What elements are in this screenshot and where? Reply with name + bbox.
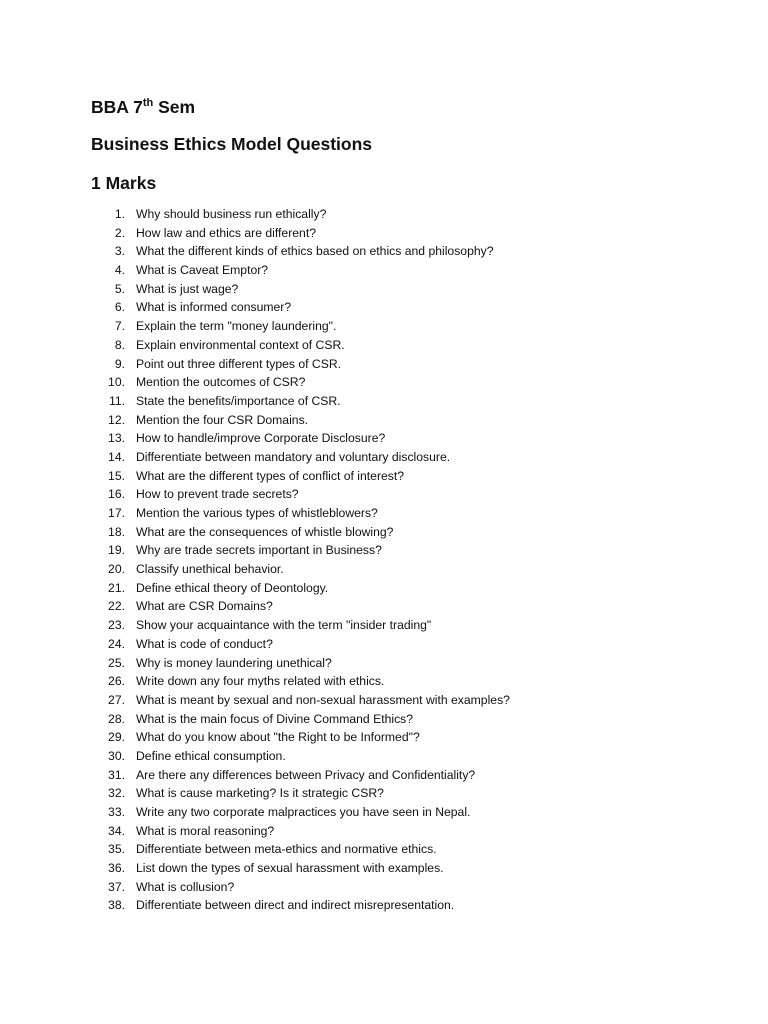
question-text: What is collusion? <box>136 879 235 894</box>
question-item <box>0 317 768 336</box>
question-item <box>0 504 768 523</box>
question-text: Mention the various types of whistleblowers? <box>136 506 378 520</box>
question-list <box>0 205 768 915</box>
question-text: State the benefits/importance of CSR. <box>136 393 341 408</box>
question-item <box>0 728 768 747</box>
question-number: 1. <box>114 207 125 221</box>
question-number: 34. <box>108 823 125 838</box>
question-text: What is cause marketing? Is it strategic CSR? <box>136 786 384 801</box>
question-item <box>0 411 768 430</box>
question-number: 38. <box>108 898 125 913</box>
question-number: 18. <box>108 524 125 539</box>
question-item <box>0 560 768 579</box>
question-text: What is the main focus of Divine Command Ethics? <box>136 711 414 726</box>
question-item <box>0 429 768 448</box>
question-item <box>0 336 768 355</box>
class-prefix: BBA 7 <box>91 97 143 117</box>
question-item <box>0 672 768 691</box>
class-suffix: Sem <box>153 97 196 117</box>
question-number: 27. <box>108 692 125 707</box>
question-text: Mention the outcomes of CSR? <box>136 375 306 390</box>
question-item <box>0 261 768 280</box>
question-number: 15. <box>108 468 125 483</box>
section-title: 1 Marks <box>91 173 157 193</box>
question-item <box>0 822 768 841</box>
question-number: 7. <box>114 319 125 334</box>
question-item <box>0 654 768 673</box>
question-item <box>0 242 768 261</box>
question-number: 32. <box>108 786 125 801</box>
question-item <box>0 205 768 224</box>
question-text: Write down any four myths related with ethics. <box>136 674 385 689</box>
question-text: Classify unethical behavior. <box>136 562 284 577</box>
question-text: What are the different types of conflict of interest? <box>136 468 405 483</box>
question-item <box>0 373 768 392</box>
question-text: What do you know about "the Right to be Informed"? <box>136 730 420 745</box>
question-item <box>0 635 768 654</box>
question-number: 24. <box>108 636 125 651</box>
question-text: What is Caveat Emptor? <box>136 263 269 278</box>
question-item <box>0 392 768 411</box>
question-text: List down the types of sexual harassment with examples. <box>136 861 444 876</box>
question-text: What is informed consumer? <box>136 300 292 315</box>
question-text: Explain the term "money laundering". <box>136 319 337 334</box>
question-number: 36. <box>108 861 125 876</box>
question-text: How to prevent trade secrets? <box>136 487 299 502</box>
question-text: What are CSR Domains? <box>136 599 273 614</box>
question-item <box>0 224 768 243</box>
question-text: Explain environmental context of CSR. <box>136 337 345 352</box>
question-text: Point out three different types of CSR. <box>136 356 342 371</box>
question-item <box>0 784 768 803</box>
question-number: 29. <box>108 730 125 745</box>
question-text: Why is money laundering unethical? <box>136 655 332 670</box>
question-number: 4. <box>114 263 125 278</box>
class-heading <box>91 96 195 118</box>
question-number: 23. <box>108 618 125 633</box>
question-number: 10. <box>108 375 125 390</box>
question-text: Are there any differences between Privacy and Confidentiality? <box>136 767 476 782</box>
question-text: What is just wage? <box>136 281 239 296</box>
question-number: 19. <box>108 543 125 558</box>
question-item <box>0 467 768 486</box>
question-number: 20. <box>108 562 125 577</box>
question-number: 30. <box>108 748 125 763</box>
question-item <box>0 747 768 766</box>
question-number: 14. <box>108 449 125 464</box>
question-item <box>0 541 768 560</box>
question-item <box>0 485 768 504</box>
question-text: What is moral reasoning? <box>136 823 275 838</box>
question-number: 26. <box>108 674 125 689</box>
question-text: Differentiate between direct and indirect misrepresentation. <box>136 898 455 913</box>
question-item <box>0 859 768 878</box>
question-item <box>0 896 768 915</box>
question-text: Why should business run ethically? <box>136 207 327 221</box>
question-text: What the different kinds of ethics based on ethics and philosophy? <box>136 244 494 259</box>
question-text: Differentiate between mandatory and voluntary disclosure. <box>136 449 451 464</box>
question-number: 3. <box>114 244 125 259</box>
question-item <box>0 597 768 616</box>
question-item <box>0 803 768 822</box>
question-text: How law and ethics are different? <box>136 225 316 240</box>
question-item <box>0 840 768 859</box>
question-number: 21. <box>108 580 125 595</box>
subject-title: Business Ethics Model Questions <box>91 134 373 154</box>
question-number: 6. <box>114 300 125 315</box>
question-number: 33. <box>108 805 125 819</box>
question-number: 2. <box>114 225 125 240</box>
question-text: Define ethical theory of Deontology. <box>136 580 329 595</box>
question-number: 22. <box>108 599 125 614</box>
question-number: 25. <box>108 655 125 670</box>
question-number: 12. <box>108 412 125 427</box>
question-number: 11. <box>108 393 125 408</box>
question-text: What is meant by sexual and non-sexual harassment with examples? <box>136 692 510 707</box>
question-number: 9. <box>114 356 125 371</box>
question-item <box>0 710 768 729</box>
question-text: What is code of conduct? <box>136 636 273 651</box>
question-item <box>0 448 768 467</box>
question-item <box>0 523 768 542</box>
question-text: How to handle/improve Corporate Disclosure? <box>136 431 386 446</box>
question-item <box>0 280 768 299</box>
question-text: Mention the four CSR Domains. <box>136 412 309 427</box>
question-text: Why are trade secrets important in Business? <box>136 543 382 558</box>
question-item <box>0 691 768 710</box>
question-number: 35. <box>108 842 125 857</box>
question-text: Differentiate between meta-ethics and normative ethics. <box>136 842 437 857</box>
question-number: 31. <box>108 767 125 782</box>
class-superscript: th <box>142 97 154 110</box>
question-number: 13. <box>108 431 125 446</box>
question-item <box>0 579 768 598</box>
question-number: 8. <box>114 337 125 352</box>
question-item <box>0 616 768 635</box>
question-text: Show your acquaintance with the term "insider trading" <box>136 618 432 633</box>
question-number: 16. <box>108 487 125 502</box>
question-number: 5. <box>114 281 125 296</box>
question-item <box>0 766 768 785</box>
question-text: Define ethical consumption. <box>136 748 286 763</box>
question-text: What are the consequences of whistle blowing? <box>136 524 394 539</box>
question-number: 17. <box>108 506 125 520</box>
question-item <box>0 878 768 897</box>
question-item <box>0 355 768 374</box>
question-text: Write any two corporate malpractices you have seen in Nepal. <box>136 805 471 819</box>
question-number: 28. <box>108 711 125 726</box>
question-item <box>0 298 768 317</box>
question-number: 37. <box>108 879 125 894</box>
